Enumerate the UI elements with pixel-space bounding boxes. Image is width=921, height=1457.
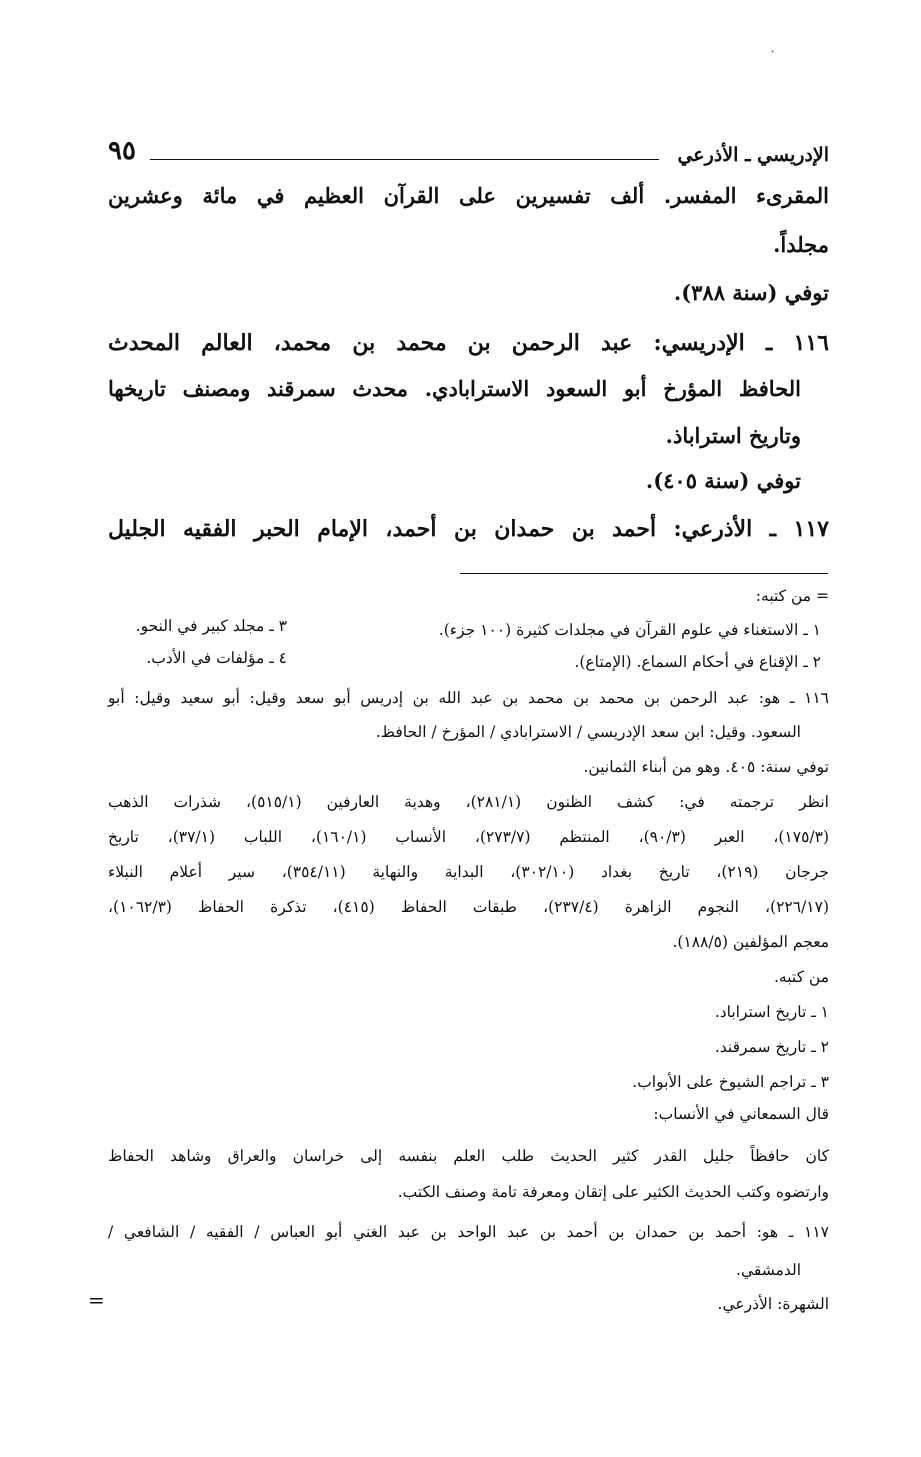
footnote-line: (١٧٥/٣)، العبر (٩٠/٣)، المنتظم (٢٧٣/٧)، الأنساب (١٦٠/١)، اللباب (٣٧/١)، تاريخ bbox=[108, 828, 830, 846]
main-line: توفي (سنة ٤٠٥). bbox=[645, 468, 801, 493]
footnote-line: السعود. وقيل: ابن سعد الإدريسي / الاسترابادي / المؤرخ / الحافظ. bbox=[375, 723, 801, 741]
page-number: ٩٥ bbox=[108, 136, 136, 166]
main-line: الحافظ المؤرخ أبو السعود الاسترابادي. محدث سمرقند ومصنف تاريخها bbox=[108, 376, 801, 401]
footnote-separator bbox=[460, 573, 828, 574]
footnote-line: توفي سنة: ٤٠٥. وهو من أبناء الثمانين. bbox=[583, 758, 829, 776]
footnote-line: انظر ترجمته في: كشف الظنون (٢٨١/١)، وهدية العارفين (٥١٥/١)، شذرات الذهب bbox=[108, 793, 829, 811]
header-rule bbox=[150, 159, 659, 160]
footnote-list-item: ٢ ـ تاريخ سمرقند. bbox=[714, 1038, 829, 1056]
entry-116-heading: ١١٦ ـ الإدريسي: عبد الرحمن بن محمد بن محمد، العالم المحدث bbox=[108, 330, 829, 356]
entry-117-heading: ١١٧ ـ الأذرعي: أحمد بن حمدان بن أحمد، الإمام الحبر الفقيه الجليل bbox=[108, 516, 829, 542]
footnote-quote-line: كان حافظاً جليل القدر كثير الحديث طلب العلم بنفسه إلى خراسان والعراق وشاهد الحفاظ bbox=[108, 1147, 829, 1165]
footnote-quote-line: وارتضوه وكتب الحديث الكثير على إتقان ومعرفة تامة وصنف الكتب. bbox=[397, 1183, 829, 1201]
footnote-line: ١١٦ ـ هو: عبد الرحمن بن محمد بن محمد بن عبد الله بن إدريس أبو سعد وقيل: أبو سعيد وقيل: أبو bbox=[108, 689, 829, 707]
footnote-list-item: ٣ ـ تراجم الشيوخ على الأبواب. bbox=[632, 1073, 829, 1091]
footnote-line: معجم المؤلفين (١٨٨/٥). bbox=[672, 933, 829, 951]
scan-mark: · bbox=[770, 42, 776, 61]
footnote-line: الدمشقي. bbox=[736, 1261, 801, 1279]
footnote-book-item: ٢ ـ الإقناع في أحكام السماع. (الإمتاع). bbox=[574, 653, 821, 671]
footnote-line: الشهرة: الأذرعي. bbox=[717, 1295, 829, 1313]
footnote-line: = من كتبه: bbox=[755, 587, 829, 605]
main-line: المقرىء المفسر. ألف تفسيرين على القرآن العظيم في مائة وعشرين bbox=[108, 183, 829, 208]
continuation-mark: = bbox=[88, 1288, 105, 1312]
footnote-line: من كتبه. bbox=[774, 968, 829, 986]
main-line: مجلداً. bbox=[773, 232, 829, 257]
footnote-list-item: ١ ـ تاريخ استراباد. bbox=[714, 1003, 829, 1021]
footnote-line: جرجان (٢١٩)، تاريخ بغداد (٣٠٢/١٠)، البداية والنهاية (٣٥٤/١١)، سير أعلام النبلاء bbox=[108, 863, 829, 881]
main-line: وتاريخ استراباذ. bbox=[665, 423, 801, 448]
main-line: توفي (سنة ٣٨٨). bbox=[673, 280, 829, 305]
footnote-line: قال السمعاني في الأنساب: bbox=[653, 1105, 829, 1123]
footnote-book-item: ٤ ـ مؤلفات في الأدب. bbox=[146, 649, 287, 667]
footnote-book-item: ١ ـ الاستغناء في علوم القرآن في مجلدات كثيرة (١٠٠ جزء). bbox=[438, 621, 821, 639]
running-header-title: الإدريسي ـ الأذرعي bbox=[677, 144, 829, 166]
footnote-line: (٢٢٦/١٧)، النجوم الزاهرة (٢٣٧/٤)، طبقات الحفاظ (٤١٥)، تذكرة الحفاظ (١٠٦٢/٣)، bbox=[108, 898, 829, 916]
footnote-line: ١١٧ ـ هو: أحمد بن حمدان بن أحمد بن عبد الواحد بن عبد الغني أبو العباس / الفقيه / الشافعي / bbox=[108, 1223, 830, 1241]
footnote-book-item: ٣ ـ مجلد كبير في النحو. bbox=[135, 617, 287, 635]
